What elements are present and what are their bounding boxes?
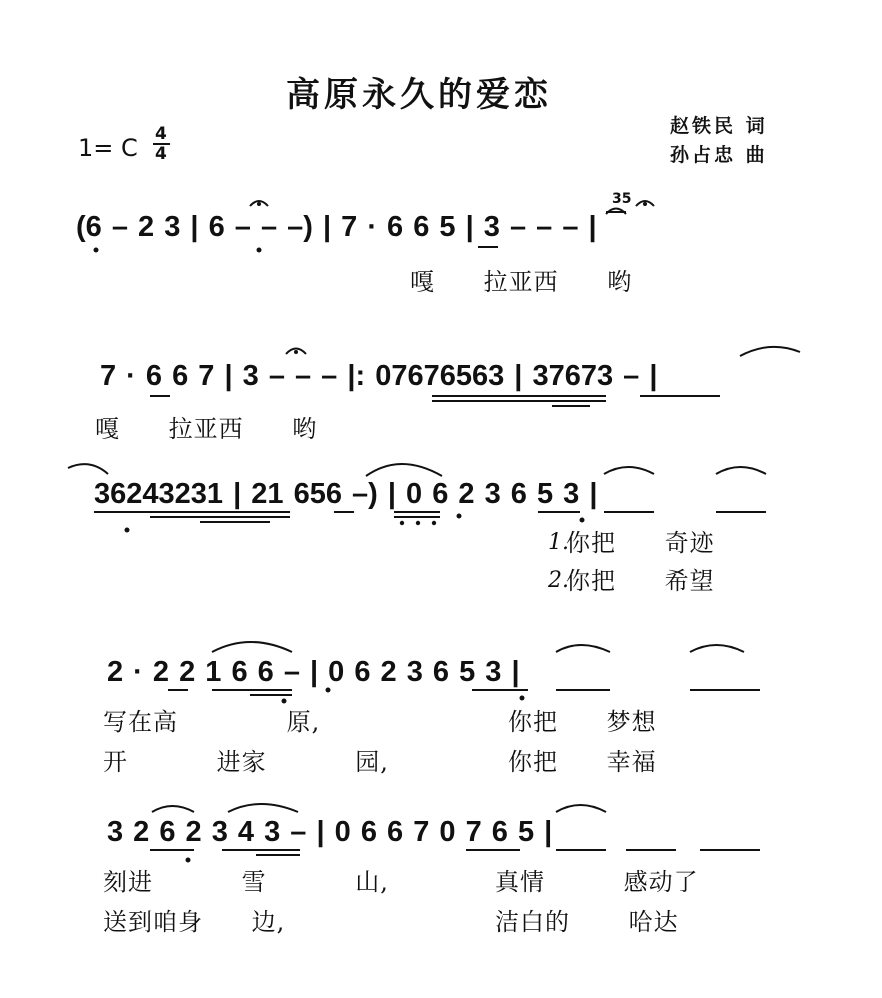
lyrics-row-1: 嘎 拉亚西 哟	[410, 268, 633, 296]
time-signature-top: 4	[155, 124, 167, 144]
lyricist-credit: 赵铁民 词	[670, 115, 768, 137]
lyrics-row-4-verse-2-a: 开 进家 园,	[103, 748, 389, 776]
notation-row-4: 2 · 2 2 1 6 6 – | 0 6 2 3 6 5 3 |	[107, 656, 520, 688]
lyrics-row-5-verse-1-b: 真情 感动了	[495, 868, 699, 896]
lyrics-row-2: 嘎 拉亚西 哟	[95, 415, 318, 443]
lyrics-row-4-verse-2-b: 你把 幸福	[508, 748, 657, 776]
notation-row-3: 36243231 | 21 656 –) | 0 6 2 3 6 5 3 |	[94, 478, 598, 510]
lyrics-row-5-verse-1-a: 刻进 雪 山,	[103, 868, 389, 896]
grace-notes: 35	[612, 191, 632, 207]
notation-row-2: 7 · 6 6 7 | 3 – – – |: 07676563 | 37673 – |	[100, 360, 658, 392]
verse-number-1: 1.	[548, 530, 569, 555]
key-signature: 1= C	[78, 134, 138, 162]
lyrics-row-3-verse-1: 你把 奇迹	[566, 529, 715, 557]
composer-credit: 孙占忠 曲	[670, 144, 768, 166]
lyrics-row-5-verse-2-b: 洁白的 哈达	[495, 908, 679, 936]
lyrics-row-4-verse-1-b: 你把 梦想	[508, 708, 657, 736]
lyrics-row-4-verse-1-a: 写在高 原,	[103, 708, 321, 736]
lyrics-row-5-verse-2-a: 送到咱身 边,	[103, 908, 286, 936]
time-signature-bottom: 4	[155, 144, 167, 164]
notation-row-5: 3 2 6 2 3 4 3 – | 0 6 6 7 0 7 6 5 |	[107, 816, 553, 848]
lyrics-row-3-verse-2: 你把 希望	[566, 567, 715, 595]
notation-row-1: (6 – 2 3 | 6 – – –) | 7 · 6 6 5 | 3 – – – |	[76, 211, 597, 243]
verse-number-2: 2.	[548, 568, 569, 593]
song-title: 高原永久的爱恋	[286, 75, 552, 115]
